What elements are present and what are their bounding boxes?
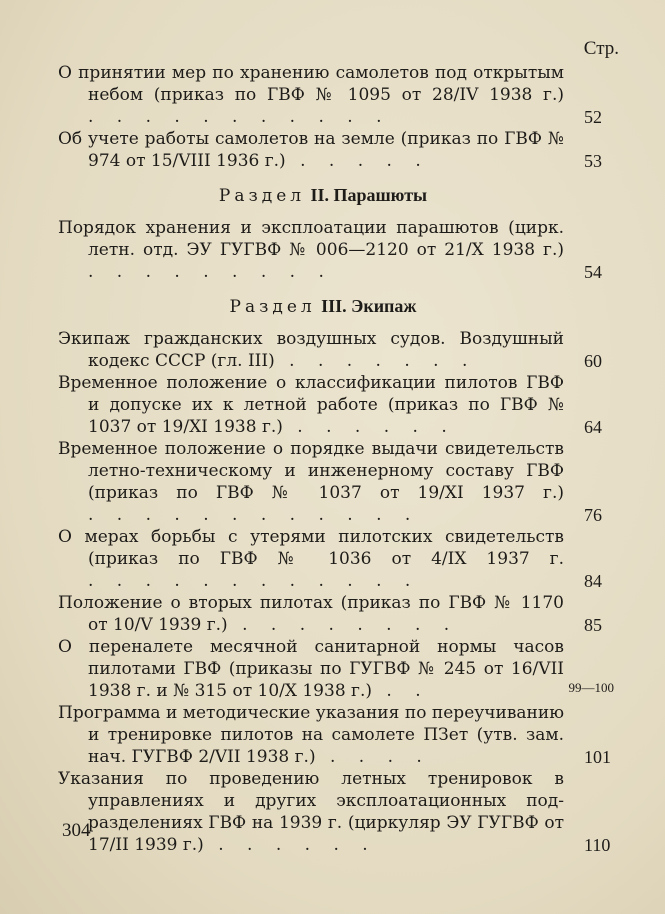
dot-leader: . . . . <box>315 747 431 767</box>
toc-entry-parachute-storage: Порядок хранения и эксплоатации парашютов (цирк. летн. отд. ЭУ ГУГВФ № 006—2120 от 21/X 1938 г.) . . . . . . . . . 54 <box>58 218 602 282</box>
toc-entry-flight-training-1939: Указания по проведению летных тренировок в управлениях и других эксплоатационных подразделениях ГВФ на 1939 г. (циркуляр ЭУ ГУГВФ от 17/II 1939 г.) . . . . . . 110 <box>58 769 611 855</box>
section-heading-parachutes <box>58 184 618 207</box>
toc-entry-flight-hours-norm <box>58 636 618 702</box>
toc-entry-training-program: Программа и методические указания по переучиванию и тренировке пилотов на самолете ПЗет (утв. зам. нач. ГУГВФ 2/VII 1938 г.) . . . . 101 <box>58 703 611 767</box>
dot-leader: . . . . . <box>285 151 430 171</box>
section-name: III. Экипаж <box>321 296 417 316</box>
toc-entry-pilot-classification: Временное положение о классификации пилотов ГВФ и допуске их к летной работе (приказ по ГВФ № 1037 от 19/XI 1938 г.) . . . . . . 64 <box>58 373 602 437</box>
dot-leader: . . . . . . . . . <box>88 262 333 282</box>
dot-leader: . . . . . . . . . . . . <box>88 505 420 525</box>
entry-title: Временное положение о порядке выдачи свидетельств летно-техническому и инженерному составу ГВФ (приказ по ГВФ № 1037 от 19/XI 1937 г.) <box>58 439 564 503</box>
entry-title: Временное положение о классификации пилотов ГВФ и допуске их к летной работе (приказ по ГВФ № 1037 от 19/XI 1938 г.) <box>58 373 564 437</box>
toc-entry-ground-work-accounting: Об учете работы самолетов на земле (приказ по ГВФ № 974 от 15/VIII 1936 г.) . . . . . 53 <box>58 129 602 171</box>
entry-title: Экипаж гражданских воздушных судов. Воздушный кодекс СССР (гл. III) <box>58 329 564 371</box>
section-word: Раздел <box>229 297 316 317</box>
dot-leader: . . . . . . . . <box>227 615 459 635</box>
section-word: Раздел <box>218 186 306 206</box>
toc-entry-second-pilots: Положение о вторых пилотах (приказ по ГВФ № 1170 от 10/V 1939 г.) . . . . . . . . 85 <box>58 593 602 635</box>
page-column-header: Стр. <box>583 38 619 59</box>
entry-title: Положение о вторых пилотах (приказ по ГВФ № 1170 от 10/V 1939 г.) <box>58 593 564 635</box>
entry-title: Указания по проведению летных тренировок в управлениях и других эксплоатационных подразделениях ГВФ на 1939 г. (циркуляр ЭУ ГУГВФ от 17/II 1939 г.) <box>58 769 564 855</box>
entry-title: О переналете месячной санитарной нормы часов пилотами ГВФ (приказы по ГУГВФ № 245 от 16/VII 1938 г. и № 315 от 10/X 1938 г.) <box>58 637 564 701</box>
toc-entry-aircraft-crew: Экипаж гражданских воздушных судов. Воздушный кодекс СССР (гл. III) . . . . . . . 60 <box>58 329 602 371</box>
entry-title: Программа и методические указания по переучиванию и тренировке пилотов на самолете ПЗет (утв. зам. нач. ГУГВФ 2/VII 1938 г.) <box>58 703 564 767</box>
toc-entry-certificate-losses: О мерах борьбы с утерями пилотских свидетельств (приказ по ГВФ № 1036 от 4/IX 1937 г. . . . . . . . . . . . . 84 <box>58 527 602 591</box>
section-heading-crew <box>58 295 618 318</box>
dot-leader: . . . . . . . . . . . . <box>88 571 420 591</box>
entry-title: О принятии мер по хранению самолетов под открытым небом (приказ по ГВФ № 1095 от 28/IV 1938 г.) <box>58 63 564 105</box>
toc-entry-certificate-issuance: Временное положение о порядке выдачи свидетельств летно-техническому и инженерному составу ГВФ (приказ по ГВФ № 1037 от 19/XI 1937 г.) . . . . . . . . . . . . 76 <box>58 439 602 525</box>
dot-leader: . . . . . . <box>203 835 377 855</box>
dot-leader: . . <box>371 681 430 701</box>
page-folio-number: 304 <box>62 820 91 841</box>
toc-entry-storage-open-air: О принятии мер по хранению самолетов под открытым небом (приказ по ГВФ № 1095 от 28/IV 1938 г.) . . . . . . . . . . . 52 <box>58 63 602 127</box>
entry-title: Порядок хранения и эксплоатации парашютов (цирк. летн. отд. ЭУ ГУГВФ № 006—2120 от 21/X 1938 г.) <box>58 218 564 260</box>
dot-leader: . . . . . . <box>282 417 456 437</box>
dot-leader: . . . . . . . <box>274 351 477 371</box>
entry-title: О мерах борьбы с утерями пилотских свидетельств (приказ по ГВФ № 1036 от 4/IX 1937 г. <box>58 527 564 569</box>
table-of-contents <box>58 62 618 856</box>
section-name: II. Парашюты <box>310 185 428 205</box>
entry-title: Об учете работы самолетов на земле (приказ по ГВФ № 974 от 15/VIII 1936 г.) <box>58 129 564 171</box>
dot-leader: . . . . . . . . . . . <box>88 107 391 127</box>
entry-page-number: 99—100 <box>568 680 614 695</box>
